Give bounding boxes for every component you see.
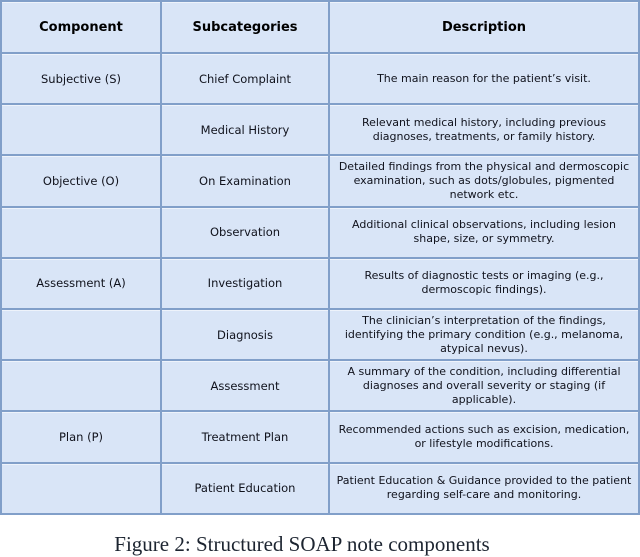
component-cell: Plan (P)	[2, 412, 160, 461]
figure-caption: Figure 2: Structured SOAP note components	[114, 532, 490, 556]
description-cell: The main reason for the patient’s visit.	[330, 54, 638, 103]
subcategory-cell: Chief Complaint	[162, 54, 328, 103]
subcategory-cell: On Examination	[162, 156, 328, 205]
subcategory-cell: Patient Education	[162, 464, 328, 513]
component-cell	[2, 464, 160, 513]
description-cell: Results of diagnostic tests or imaging (e.g., dermoscopic findings).	[330, 259, 638, 308]
description-cell: The clinician’s interpretation of the findings, identifying the primary condition (e.g., melanoma, atypical nevus).	[330, 310, 638, 359]
subcategory-cell: Treatment Plan	[162, 412, 328, 461]
component-cell: Assessment (A)	[2, 259, 160, 308]
component-cell: Subjective (S)	[2, 54, 160, 103]
description-cell: Additional clinical observations, including lesion shape, size, or symmetry.	[330, 208, 638, 257]
component-cell	[2, 361, 160, 410]
component-cell	[2, 208, 160, 257]
component-cell	[2, 310, 160, 359]
subcategory-cell: Medical History	[162, 105, 328, 154]
description-cell: A summary of the condition, including differential diagnoses and overall severity or staging (if applicable).	[330, 361, 638, 410]
description-cell: Patient Education & Guidance provided to the patient regarding self-care and monitoring.	[330, 464, 638, 513]
description-cell: Relevant medical history, including previous diagnoses, treatments, or family history.	[330, 105, 638, 154]
column-header-description: Description	[330, 2, 638, 52]
subcategory-cell: Investigation	[162, 259, 328, 308]
component-cell: Objective (O)	[2, 156, 160, 205]
column-header-component: Component	[2, 2, 160, 52]
column-header-subcategories: Subcategories	[162, 2, 328, 52]
description-cell: Detailed findings from the physical and dermoscopic examination, such as dots/globules, pigmented network etc.	[330, 156, 638, 205]
description-cell: Recommended actions such as excision, medication, or lifestyle modifications.	[330, 412, 638, 461]
component-cell	[2, 105, 160, 154]
subcategory-cell: Observation	[162, 208, 328, 257]
subcategory-cell: Diagnosis	[162, 310, 328, 359]
subcategory-cell: Assessment	[162, 361, 328, 410]
